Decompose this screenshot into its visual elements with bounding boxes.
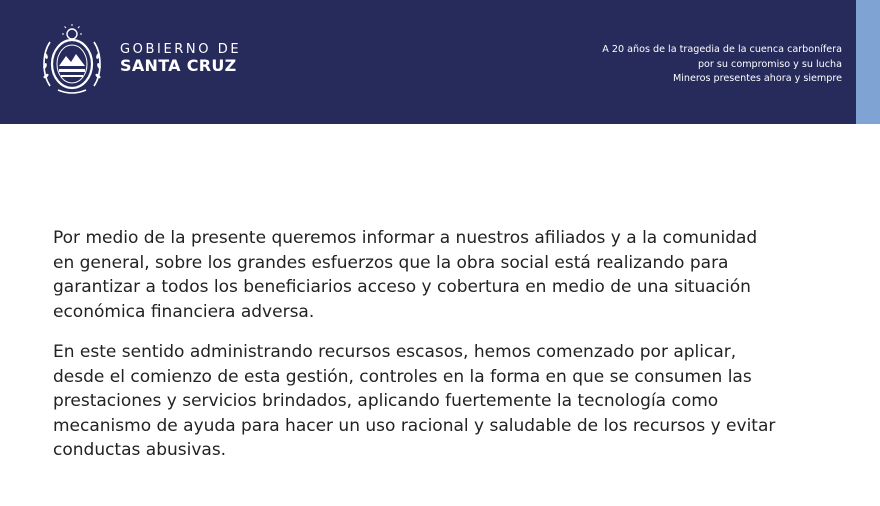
text-line: Por medio de la presente queremos informar a nuestros afiliados y a la comunidad	[53, 228, 758, 248]
text-line: conductas abusivas.	[53, 440, 227, 460]
brand-line-gobierno: GOBIERNO DE	[120, 42, 242, 57]
paragraph-2	[53, 340, 853, 463]
text-line: mecanismo de ayuda para hacer un uso racional y saludable de los recursos y evitar	[53, 415, 776, 436]
provincial-seal-icon	[40, 24, 104, 100]
text-line: en general, sobre los grandes esfuerzos que la obra social está realizando para	[53, 252, 729, 273]
text-line: garantizar a todos los beneficiarios acceso y cobertura en medio de una situación	[53, 277, 751, 297]
text-line: desde el comienzo de esta gestión, controles en la forma en que se consumen las	[53, 366, 752, 387]
letter-body	[53, 226, 853, 479]
brand-wordmark	[120, 43, 241, 75]
header-band	[0, 0, 880, 124]
text-line: prestaciones y servicios brindados, aplicando fuertemente la tecnología como	[53, 391, 719, 411]
tagline-line: por su compromiso y su lucha	[697, 58, 842, 70]
tagline-line: Mineros presentes ahora y siempre	[672, 73, 842, 84]
commemorative-tagline	[602, 43, 842, 87]
text-line: económica financiera adversa.	[53, 301, 315, 322]
accent-stripe	[856, 0, 880, 124]
tagline-line: A 20 años de la tragedia de la cuenca carbonífera	[602, 44, 842, 55]
brand-line-santa-cruz: SANTA CRUZ	[120, 56, 237, 75]
paragraph-1	[53, 226, 853, 324]
text-line: En este sentido administrando recursos escasos, hemos comenzado por aplicar,	[53, 342, 737, 362]
bottom-cutoff	[0, 498, 880, 506]
